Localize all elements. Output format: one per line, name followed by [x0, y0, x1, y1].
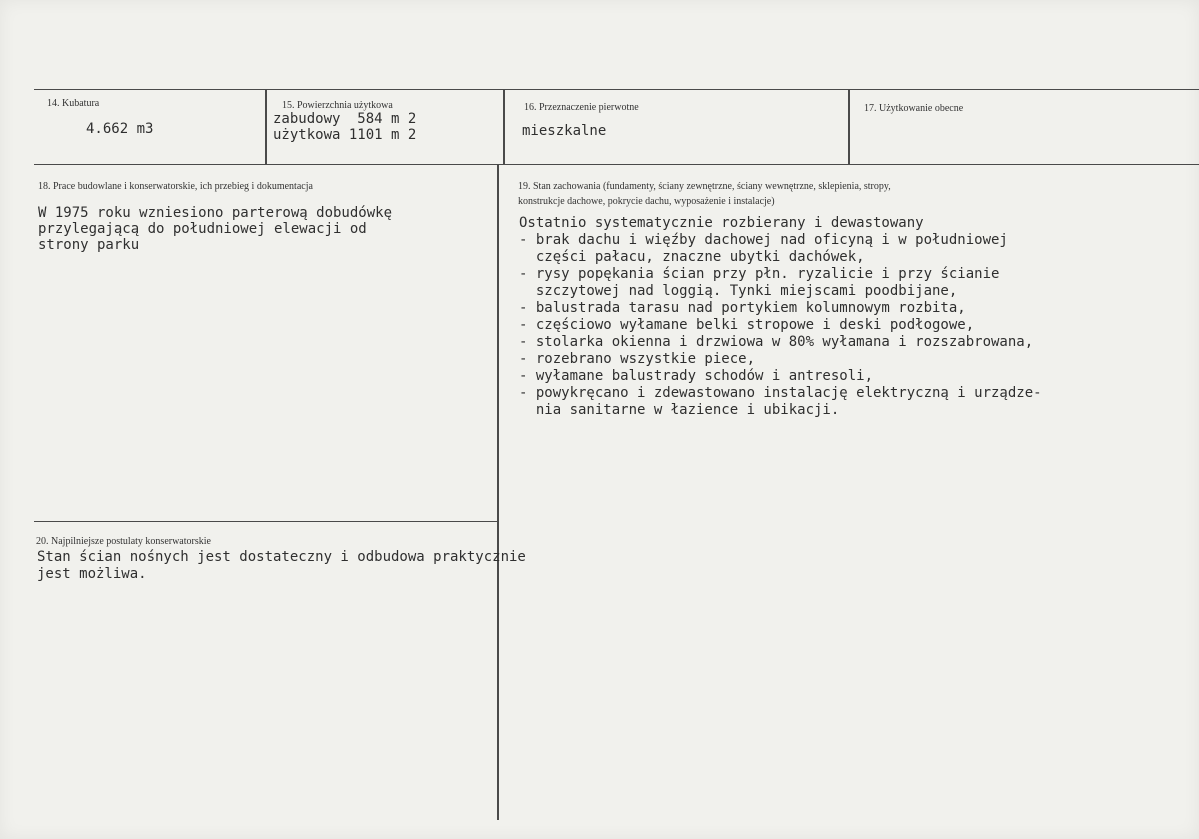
field-15-line: użytkowa 1101 m 2	[273, 127, 417, 143]
field-19-label: 19. Stan zachowania (fundamenty, ściany zewnętrzne, ściany wewnętrzne, sklepienia, stropy,	[518, 181, 891, 192]
field-17-label: 17. Użytkowanie obecne	[864, 103, 964, 114]
field-18-line: strony parku	[38, 237, 140, 253]
field-18-label: 18. Prace budowlane i konserwatorskie, ich przebieg i dokumentacja	[38, 181, 313, 192]
field-14-value: 4.662 m3	[86, 121, 154, 137]
field-19-line: nia sanitarne w łazience i ubikacji.	[519, 402, 840, 418]
divider-14-15	[265, 89, 267, 165]
divider-18-19	[497, 164, 499, 820]
field-18-line: W 1975 roku wzniesiono parterową dobudówkę	[38, 205, 393, 221]
field-20-line: jest możliwa.	[37, 566, 147, 582]
top-rule	[34, 89, 1199, 90]
field-19-line: części pałacu, znaczne ubytki dachówek,	[519, 249, 865, 265]
field-19-line: - częściowo wyłamane belki stropowe i deski podłogowe,	[519, 317, 975, 333]
field-20-line: Stan ścian nośnych jest dostateczny i odbudowa praktycznie	[37, 549, 526, 565]
field-19-line: - brak dachu i więźby dachowej nad oficyną i w południowej	[519, 232, 1008, 248]
row-rule	[34, 164, 1199, 165]
field-19-line: - rozebrano wszystkie piece,	[519, 351, 756, 367]
field-19-line: - wyłamane balustrady schodów i antresoli,	[519, 368, 874, 384]
divider-16-17	[848, 89, 850, 165]
section-rule	[34, 521, 498, 522]
field-16-label: 16. Przeznaczenie pierwotne	[524, 102, 639, 113]
field-14-label: 14. Kubatura	[47, 98, 100, 109]
field-15-label: 15. Powierzchnia użytkowa	[282, 100, 393, 111]
field-20-label: 20. Najpilniejsze postulaty konserwatorskie	[36, 536, 211, 547]
field-19-line: Ostatnio systematycznie rozbierany i dewastowany	[519, 215, 924, 231]
field-19-line: - stolarka okienna i drzwiowa w 80% wyłamana i rozszabrowana,	[519, 334, 1034, 350]
field-19-line: - rysy popękania ścian przy płn. ryzalicie i przy ścianie	[519, 266, 1000, 282]
field-19-line: - powykręcano i zdewastowano instalację elektryczną i urządze-	[519, 385, 1042, 401]
field-19-label: konstrukcje dachowe, pokrycie dachu, wyposażenie i instalacje)	[518, 196, 775, 207]
field-16-value: mieszkalne	[522, 123, 607, 139]
field-19-line: - balustrada tarasu nad portykiem kolumnowym rozbita,	[519, 300, 966, 316]
field-18-line: przylegającą do południowej elewacji od	[38, 221, 367, 237]
field-15-line: zabudowy 584 m 2	[273, 111, 417, 127]
field-19-line: szczytowej nad loggią. Tynki miejscami poodbijane,	[519, 283, 958, 299]
divider-15-16	[503, 89, 505, 165]
